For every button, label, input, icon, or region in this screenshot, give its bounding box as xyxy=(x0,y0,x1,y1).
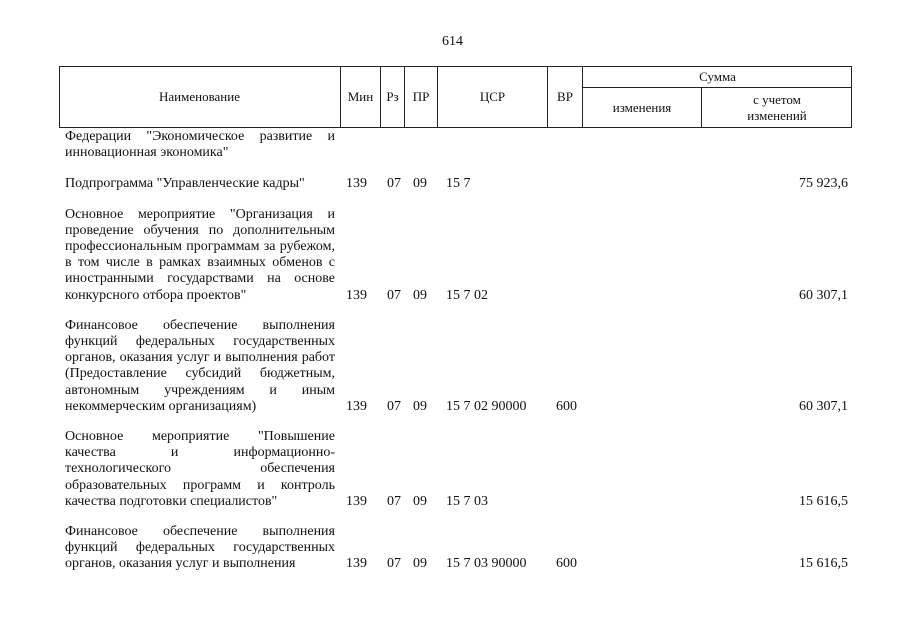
row-rz: 07 xyxy=(387,398,401,414)
header-with-changes: с учетом изменений xyxy=(701,87,852,128)
row-min: 139 xyxy=(346,176,367,192)
row-name: Основное мероприятие "Организация и проведение обучения по дополнительным профессиональным программам за рубежом, в том числе в рамках взаимных обменов с иностранными государствами на основе конкурсного отбора проектов" xyxy=(65,206,335,303)
row-rz: 07 xyxy=(387,287,401,303)
row-sum: 75 923,6 xyxy=(799,176,848,192)
row-name: Финансовое обеспечение выполнения функций федеральных государственных органов, оказания услуг и выполнения xyxy=(65,524,335,572)
row-rz: 07 xyxy=(387,176,401,192)
page-number: 614 xyxy=(442,34,463,49)
header-rz: Рз xyxy=(380,66,404,128)
table-row xyxy=(59,129,852,161)
row-sum: 15 616,5 xyxy=(799,556,848,572)
row-min: 139 xyxy=(346,398,367,414)
row-name: Финансовое обеспечение выполнения функций федеральных государственных органов, оказания услуг и выполнения работ (Предоставление субсидий бюджетным, автономным учреждениям и иным некоммерческим организациям) xyxy=(65,317,335,414)
row-sum: 60 307,1 xyxy=(799,287,848,303)
table-row xyxy=(59,176,852,192)
header-vr: ВР xyxy=(547,66,582,128)
row-pr: 09 xyxy=(413,176,427,192)
header-min: Мин xyxy=(340,66,380,128)
table-row xyxy=(59,524,852,573)
header-changes: изменения xyxy=(582,87,701,128)
row-vr: 600 xyxy=(556,556,577,572)
row-pr: 09 xyxy=(413,398,427,414)
row-name: Подпрограмма "Управленческие кадры" xyxy=(65,176,305,192)
table-row xyxy=(59,429,852,510)
row-min: 139 xyxy=(346,556,367,572)
row-csr: 15 7 03 xyxy=(446,493,488,509)
header-pr: ПР xyxy=(404,66,437,128)
row-min: 139 xyxy=(346,493,367,509)
header-name: Наименование xyxy=(159,89,240,104)
row-sum: 60 307,1 xyxy=(799,398,848,414)
row-min: 139 xyxy=(346,287,367,303)
row-pr: 09 xyxy=(413,287,427,303)
row-csr: 15 7 02 90000 xyxy=(446,398,527,414)
row-rz: 07 xyxy=(387,493,401,509)
row-rz: 07 xyxy=(387,556,401,572)
table-row xyxy=(59,207,852,304)
row-sum: 15 616,5 xyxy=(799,493,848,509)
row-csr: 15 7 03 90000 xyxy=(446,556,527,572)
row-csr: 15 7 xyxy=(446,176,471,192)
row-pr: 09 xyxy=(413,556,427,572)
row-pr: 09 xyxy=(413,493,427,509)
row-name: Основное мероприятие "Повышение качества и информационно-технологического обеспечения образовательных программ и контроль качества подготовки специалистов" xyxy=(65,429,335,509)
row-vr: 600 xyxy=(556,398,577,414)
header-summa: Сумма xyxy=(582,66,852,87)
table-body xyxy=(59,128,852,573)
row-csr: 15 7 02 xyxy=(446,287,488,303)
row-name: Федерации "Экономическое развитие и инновационная экономика" xyxy=(65,129,335,161)
header-csr: ЦСР xyxy=(437,66,547,128)
table-header xyxy=(59,66,852,128)
table-row xyxy=(59,318,852,415)
